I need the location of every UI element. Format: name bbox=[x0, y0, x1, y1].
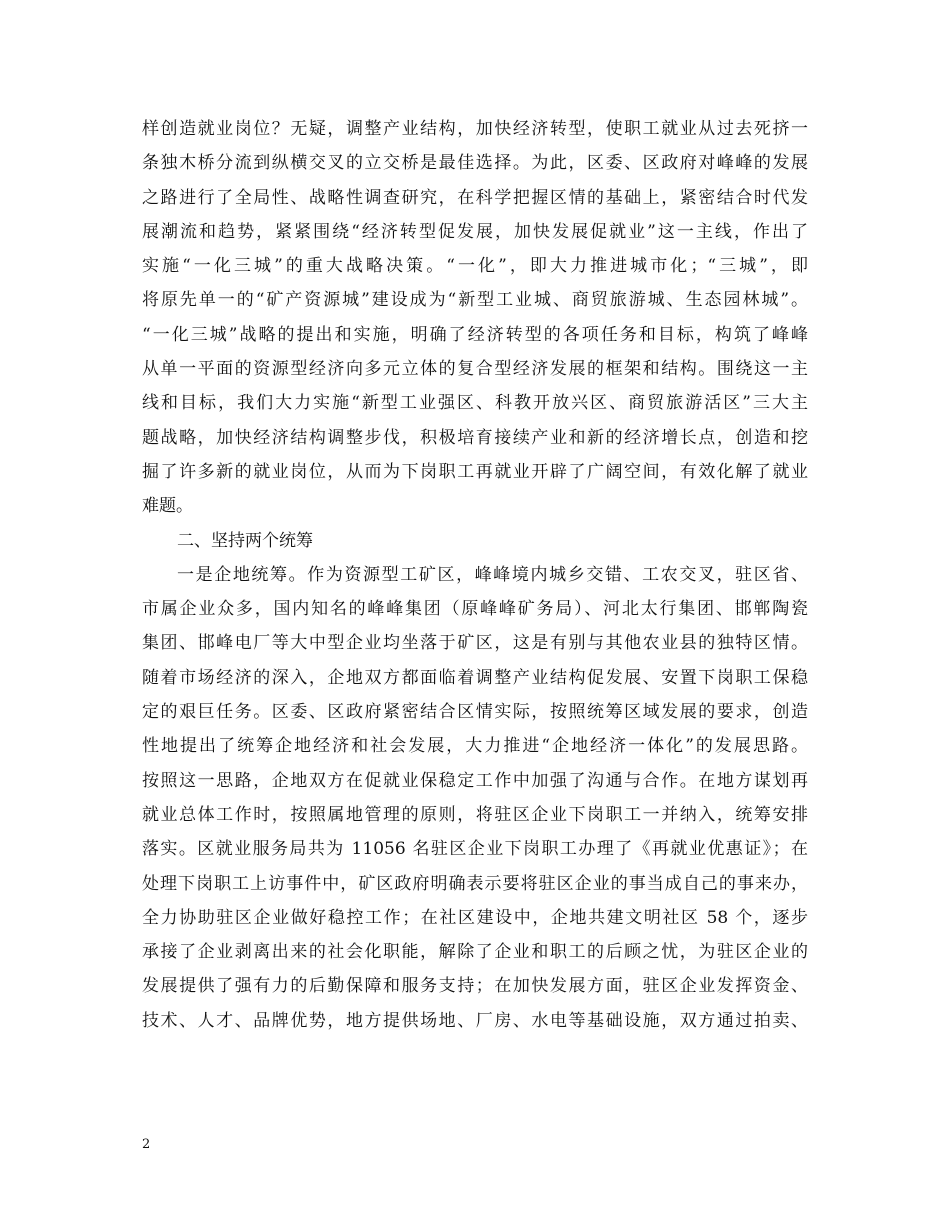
text-line: 线和目标，我们大力实施“新型工业强区、科教开放兴区、商贸旅游活区”三大主 bbox=[142, 393, 808, 414]
text-line: 条独木桥分流到纵横交叉的立交桥是最佳选择。为此，区委、区政府对峰峰的发展 bbox=[142, 153, 808, 174]
text-line: 难题。 bbox=[142, 496, 193, 517]
text-line: 承接了企业剥离出来的社会化职能，解除了企业和职工的后顾之忧，为驻区企业的 bbox=[142, 942, 808, 963]
text-line: 将原先单一的“矿产资源城”建设成为“新型工业城、商贸旅游城、生态园林城”。 bbox=[142, 290, 808, 311]
text-line: 性地提出了统筹企地经济和社会发展，大力推进“企地经济一体化”的发展思路。 bbox=[142, 736, 808, 757]
text-line: 集团、邯峰电厂等大中型企业均坐落于矿区，这是有别与其他农业县的独特区情。 bbox=[142, 633, 808, 654]
text-line: 掘了许多新的就业岗位，从而为下岗职工再就业开辟了广阔空间，有效化解了就业 bbox=[142, 461, 808, 482]
text-line: 发展提供了强有力的后勤保障和服务支持；在加快发展方面，驻区企业发挥资金、 bbox=[142, 976, 808, 997]
text-line: 落实。区就业服务局共为 11056 名驻区企业下岗职工办理了《再就业优惠证》；在 bbox=[142, 839, 808, 860]
text-line: 一是企地统筹。作为资源型工矿区，峰峰境内城乡交错、工农交叉，驻区省、 bbox=[177, 564, 808, 585]
text-line: “一化三城”战略的提出和实施，明确了经济转型的各项任务和目标，构筑了峰峰 bbox=[142, 324, 808, 345]
page-number: 2 bbox=[142, 1137, 151, 1152]
body-text bbox=[142, 112, 808, 1038]
text-line: 就业总体工作时，按照属地管理的原则，将驻区企业下岗职工一并纳入，统筹安排 bbox=[142, 804, 808, 825]
text-line: 展潮流和趋势，紧紧围绕“经济转型促发展，加快发展促就业”这一主线，作出了 bbox=[142, 221, 808, 242]
text-line: 按照这一思路，企地双方在促就业保稳定工作中加强了沟通与合作。在地方谋划再 bbox=[142, 770, 808, 791]
text-line: 题战略，加快经济结构调整步伐，积极培育接续产业和新的经济增长点，创造和挖 bbox=[142, 427, 808, 448]
section-heading: 二、坚持两个统筹 bbox=[177, 530, 313, 551]
text-line: 之路进行了全局性、战略性调查研究，在科学把握区情的基础上，紧密结合时代发 bbox=[142, 187, 808, 208]
text-line: 定的艰巨任务。区委、区政府紧密结合区情实际，按照统筹区域发展的要求，创造 bbox=[142, 702, 808, 723]
text-line: 实施“一化三城”的重大战略决策。“一化”，即大力推进城市化；“三城”，即 bbox=[142, 256, 808, 277]
text-line: 全力协助驻区企业做好稳控工作；在社区建设中，企地共建文明社区 58 个，逐步 bbox=[142, 907, 808, 928]
text-line: 样创造就业岗位？无疑，调整产业结构，加快经济转型，使职工就业从过去死挤一 bbox=[142, 119, 808, 139]
text-line: 技术、人才、品牌优势，地方提供场地、厂房、水电等基础设施，双方通过拍卖、 bbox=[142, 1010, 808, 1031]
text-line: 处理下岗职工上访事件中，矿区政府明确表示要将驻区企业的事当成自己的事来办， bbox=[142, 873, 808, 894]
text-line: 市属企业众多，国内知名的峰峰集团（原峰峰矿务局）、河北太行集团、邯郸陶瓷 bbox=[142, 599, 808, 620]
text-line: 从单一平面的资源型经济向多元立体的复合型经济发展的框架和结构。围绕这一主 bbox=[142, 359, 808, 380]
text-line: 随着市场经济的深入，企地双方都面临着调整产业结构促发展、安置下岗职工保稳 bbox=[142, 667, 808, 688]
